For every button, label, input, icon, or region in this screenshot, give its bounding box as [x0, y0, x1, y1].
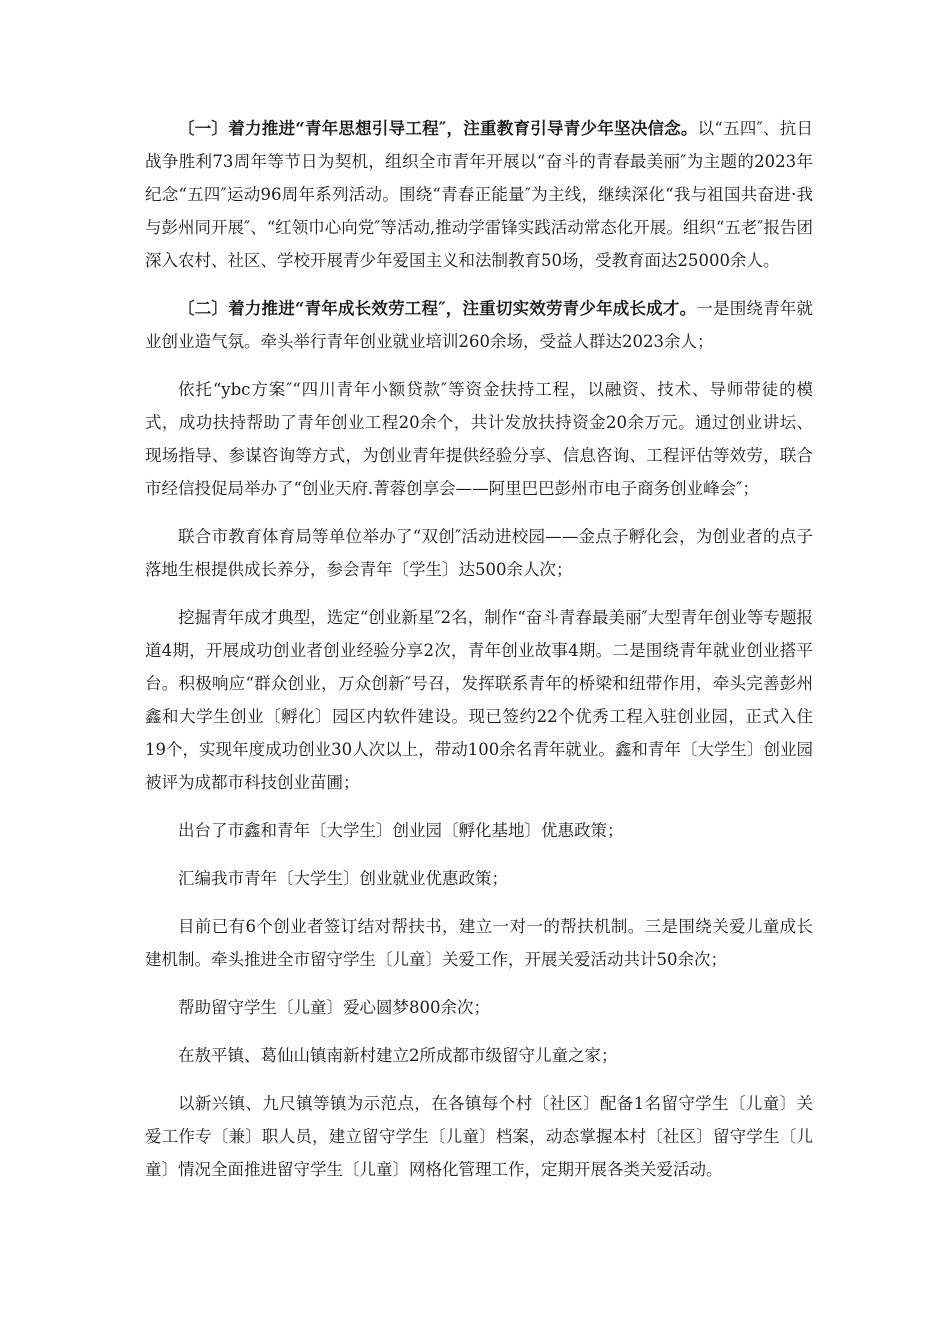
paragraph-11: 以新兴镇、九尺镇等镇为示范点，在各镇每个村〔社区〕配备1名留守学生〔儿童〕关爱工作专〔兼〕职人员，建立留守学生〔儿童〕档案，动态掌握本村〔社区〕留守学生〔儿童〕情况全面推进留守学生〔儿童〕网格化管理工作，定期开展各类关爱活动。: [145, 1094, 813, 1179]
paragraph-6: 出台了市鑫和青年〔大学生〕创业园〔孵化基地〕优惠政策；: [178, 821, 624, 840]
paragraph-5: 挖掘青年成才典型，选定“创业新星″2名，制作“奋斗青春最美丽″大型青年创业等专题报道4期，开展成功创业者创业经验分享2次，青年创业故事4期。二是围绕青年就业创业搭平台。积极响应“群众创业，万众创新″号召，发挥联系青年的桥梁和纽带作用，牵头完善彭州鑫和大学生创业〔孵化〕园区内软件建设。现已签约22个优秀工程入驻创业园，正式入住19个，实现年度成功创业30人次以上，带动100余名青年就业。鑫和青年〔大学生〕创业园被评为成都市科技创业苗圃；: [145, 608, 813, 792]
paragraph-2-text: 一是围绕青年就业创业造气氛。牵头举行青年创业就业培训260余场，受益人群达2023余人；: [145, 299, 814, 351]
paragraph-8: 目前已有6个创业者签订结对帮扶书，建立一对一的帮扶机制。三是围绕关爱儿童成长建机制。牵头推进全市留守学生〔儿童〕关爱工作，开展关爱活动共计50余次；: [145, 917, 813, 969]
paragraph-7: 汇编我市青年〔大学生〕创业就业优惠政策；: [178, 869, 508, 888]
paragraph-10: 在敖平镇、葛仙山镇南新村建立2所成都市级留守儿童之家；: [178, 1046, 618, 1065]
paragraph-9: 帮助留守学生〔儿童〕爱心圆梦800余次；: [178, 998, 490, 1017]
paragraph-1-heading: 〔一〕着力推进“青年思想引导工程″，注重教育引导青少年坚决信念。: [178, 119, 698, 138]
paragraph-2: [145, 292, 813, 358]
paragraph-1-text: 以“五四″、抗日战争胜利73周年等节日为契机，组织全市青年开展以“奋斗的青春最美丽″为主题的2023年纪念“五四″运动96周年系列活动。围绕“青春正能量″为主线，继续深化“我与祖国共奋进·我与彭州同开展″、“红领巾心向党″等活动,推动学雷锋实践活动常态化开展。组织“五老″报告团深入农村、社区、学校开展青少年爱国主义和法制教育50场，受教育面达25000余人。: [145, 119, 813, 270]
document-body: [145, 112, 813, 1201]
paragraph-1: [145, 112, 813, 277]
paragraph-3: 依托“ybc方案″“四川青年小额贷款″等资金扶持工程，以融资、技术、导师带徒的模式，成功扶持帮助了青年创业工程20余个，共计发放扶持资金20余万元。通过创业讲坛、现场指导、参谋咨询等方式，为创业青年提供经验分享、信息咨询、工程评估等效劳，联合市经信投促局举办了“创业天府.菁蓉创享会——阿里巴巴彭州市电子商务创业峰会″；: [145, 380, 813, 498]
paragraph-4: 联合市教育体育局等单位举办了“双创″活动进校园——金点子孵化会，为创业者的点子落地生根提供成长养分，参会青年〔学生〕达500余人次；: [145, 527, 813, 579]
paragraph-2-heading: 〔二〕着力推进“青年成长效劳工程″，注重切实效劳青少年成长成才。: [178, 299, 697, 318]
